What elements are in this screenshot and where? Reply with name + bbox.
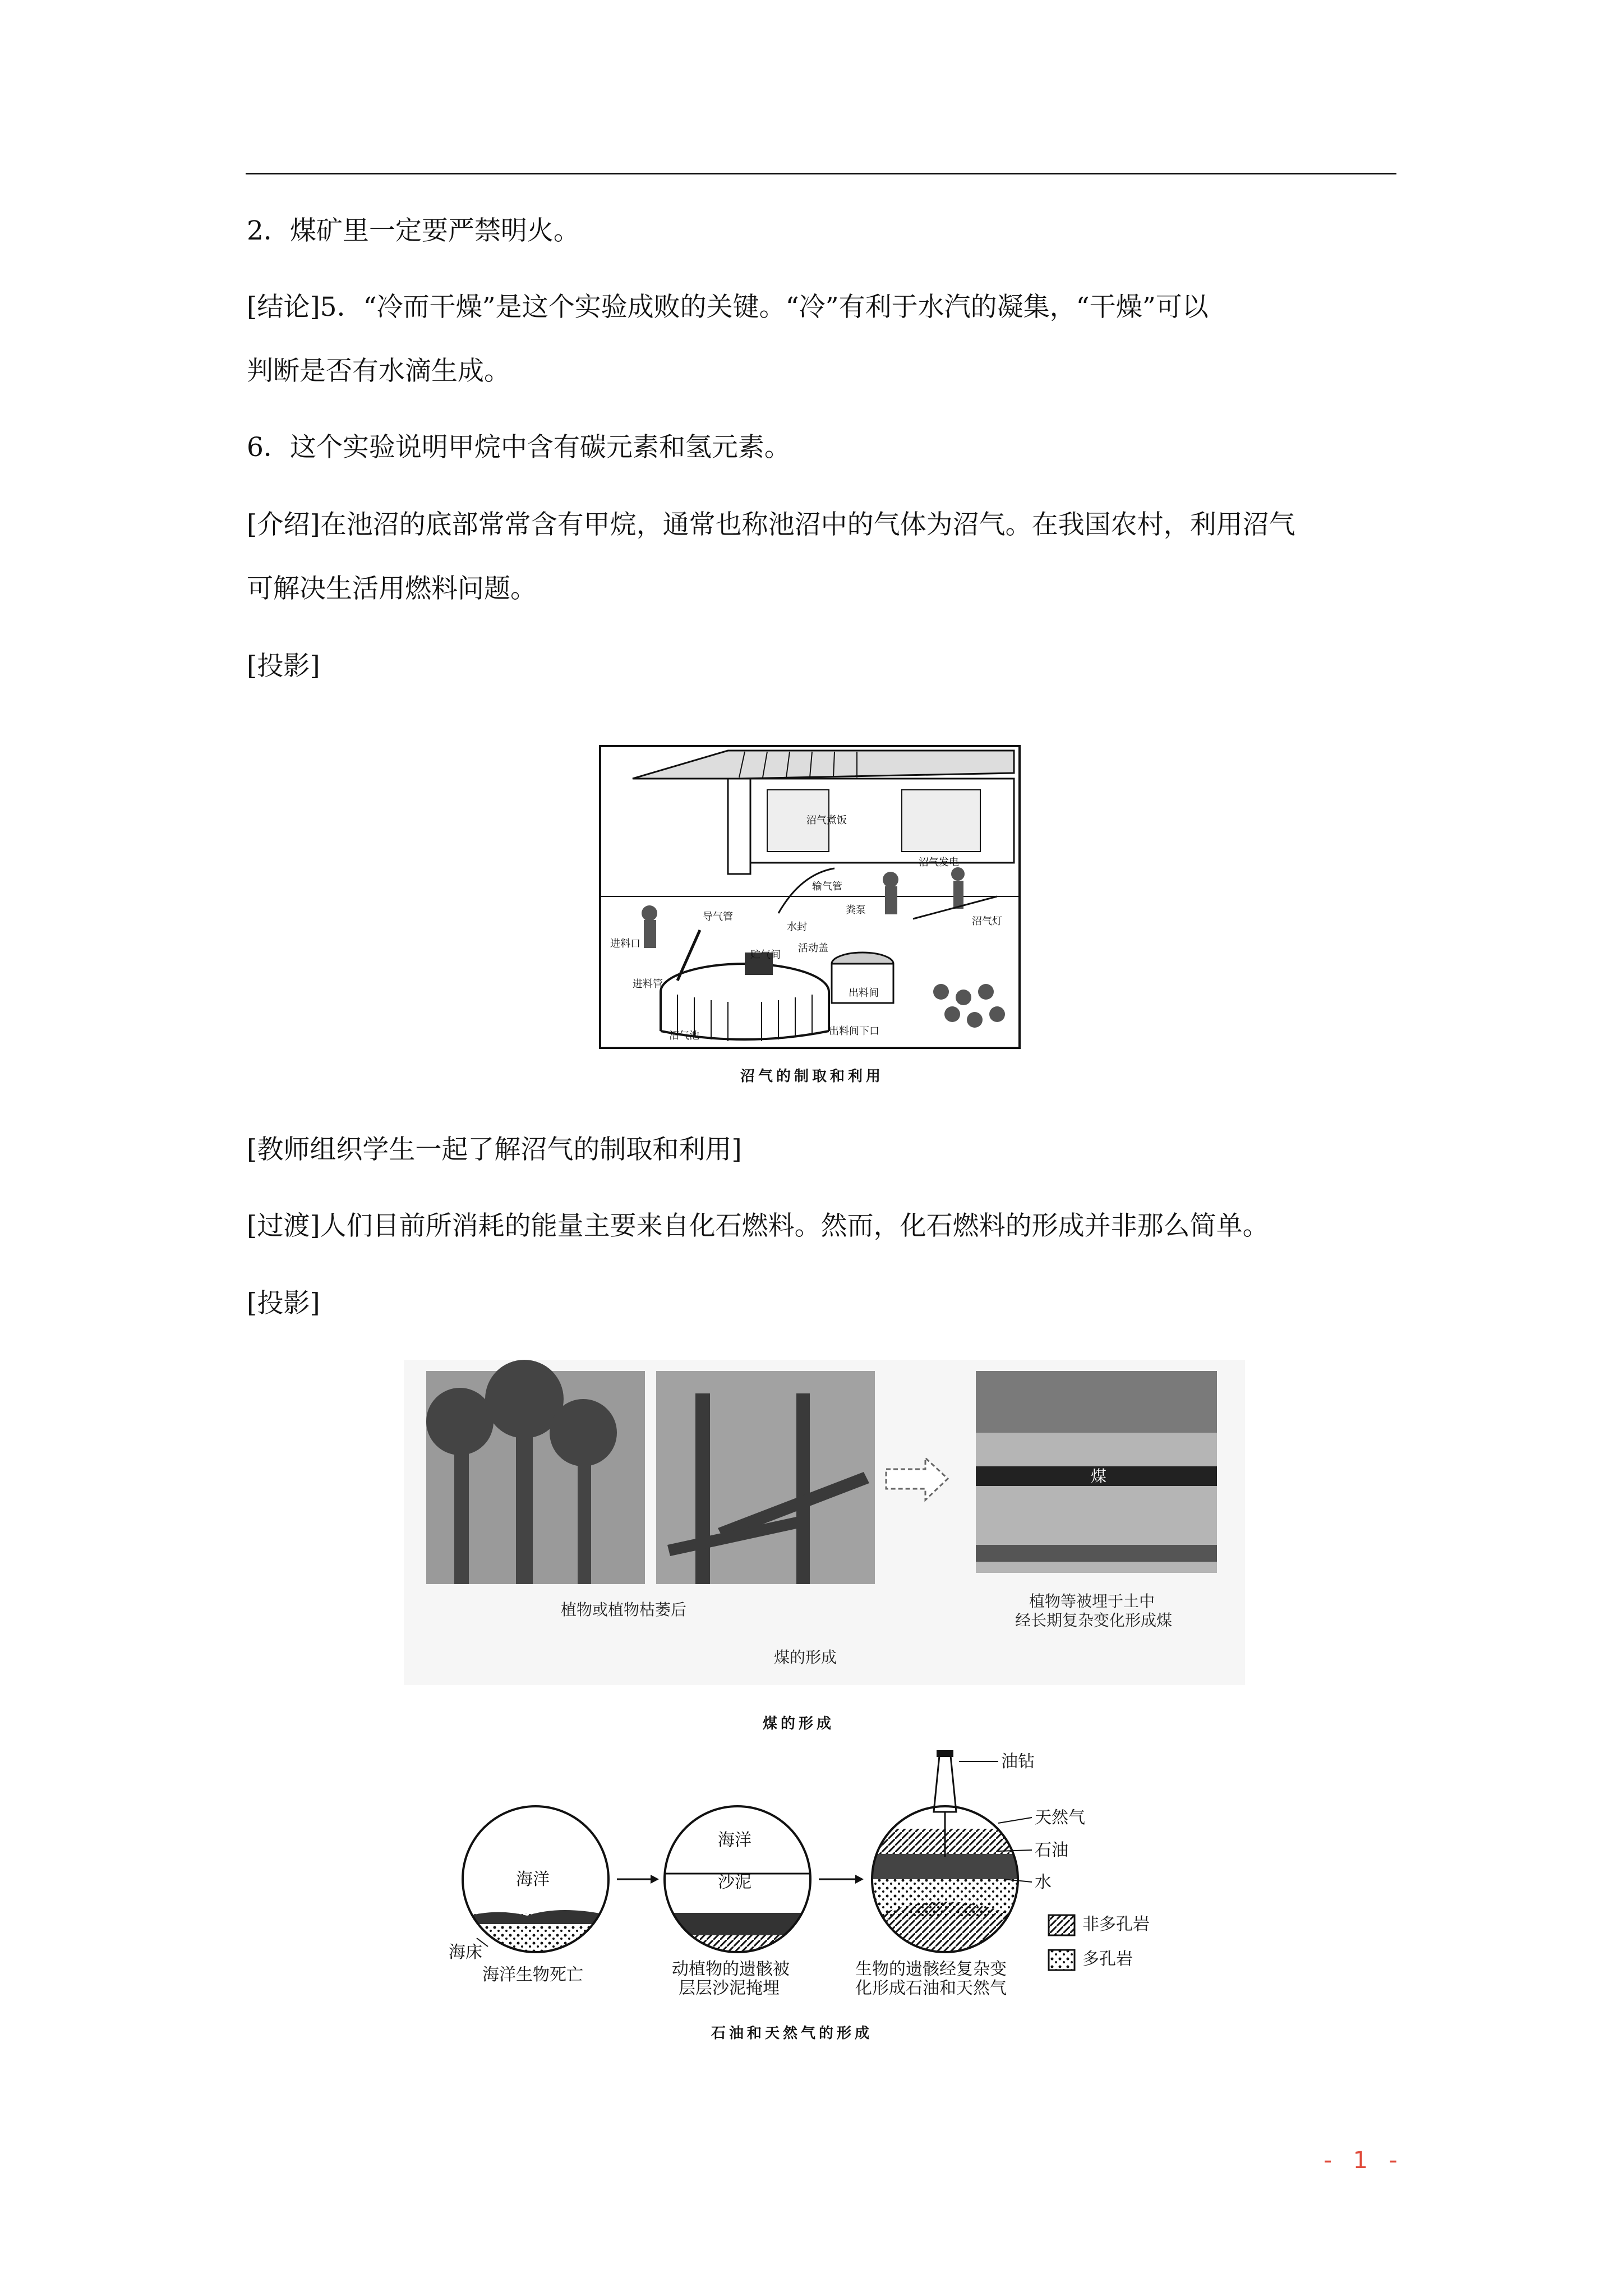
header-rule bbox=[246, 173, 1396, 174]
c2-ocean: 海洋 bbox=[718, 1830, 751, 1850]
c3-oil: 石油 bbox=[1035, 1841, 1068, 1860]
legend-nonporous-swatch bbox=[1049, 1915, 1075, 1935]
c1-ocean: 海洋 bbox=[516, 1870, 550, 1889]
paragraph: 2．煤矿里一定要严禁明火。 bbox=[247, 215, 580, 246]
c2-desc-2: 层层沙泥掩埋 bbox=[679, 1978, 780, 1998]
label-lamp: 沼气灯 bbox=[972, 915, 1002, 927]
label-inlet-pipe: 进料管 bbox=[633, 978, 663, 990]
paragraph: [投影] bbox=[247, 651, 320, 682]
c1-seabed: 海床 bbox=[449, 1943, 482, 1962]
biogas-figure bbox=[599, 745, 1021, 1049]
coal-right-label-2: 经长期复杂变化形成煤 bbox=[1015, 1611, 1173, 1630]
oil-gas-figure bbox=[437, 1745, 1178, 2025]
figure-caption: 煤的形成 bbox=[763, 1715, 835, 1732]
label-tank: 沼气池 bbox=[669, 1030, 699, 1042]
paragraph: [投影] bbox=[247, 1288, 320, 1319]
c3-desc-2: 化形成石油和天然气 bbox=[855, 1978, 1007, 1998]
c3-desc-1: 生物的遗骸经复杂变 bbox=[855, 1959, 1007, 1979]
label-inlet: 进料口 bbox=[610, 938, 640, 950]
paragraph: 判断是否有水滴生成。 bbox=[247, 356, 510, 386]
coal-inner-caption: 煤的形成 bbox=[774, 1648, 837, 1667]
figure-caption: 石油和天然气的形成 bbox=[711, 2025, 873, 2042]
c2-sand: 沙泥 bbox=[718, 1872, 751, 1892]
paragraph: [介绍]在池沼的底部常常含有甲烷，通常也称池沼中的气体为沼气。在我国农村，利用沼气 bbox=[247, 509, 1295, 540]
label-cooking: 沼气煮饭 bbox=[806, 815, 847, 826]
paragraph: 可解决生活用燃料问题。 bbox=[247, 573, 537, 604]
c3-gas: 天然气 bbox=[1035, 1808, 1085, 1828]
page-number: - 1 - bbox=[1324, 2146, 1404, 2174]
label-manure-pump: 粪泵 bbox=[846, 904, 866, 916]
label-gas-pipe: 输气管 bbox=[812, 881, 842, 892]
figure-caption: 沼气的制取和利用 bbox=[740, 1068, 884, 1085]
label-power: 沼气发电 bbox=[919, 857, 959, 868]
paragraph: [教师组织学生一起了解沼气的制取和利用] bbox=[247, 1134, 742, 1165]
c3-water: 水 bbox=[1035, 1872, 1052, 1892]
c1-desc: 海洋生物死亡 bbox=[482, 1965, 583, 1985]
coal-layer-label: 煤 bbox=[1091, 1467, 1107, 1485]
c3-rig: 油钻 bbox=[1001, 1752, 1035, 1772]
coal-right-label-1: 植物等被埋于土中 bbox=[1029, 1592, 1155, 1611]
label-movable-lid: 活动盖 bbox=[798, 942, 828, 954]
paragraph: 6．这个实验说明甲烷中含有碳元素和氢元素。 bbox=[247, 432, 791, 463]
coal-left-label: 植物或植物枯萎后 bbox=[561, 1600, 687, 1619]
paragraph: [结论]5．“冷而干燥”是这个实验成败的关键。“冷”有利于水汽的凝集，“干燥”可以 bbox=[247, 292, 1209, 323]
legend-nonporous-label: 非多孔岩 bbox=[1082, 1915, 1150, 1934]
coal-figure bbox=[404, 1360, 1245, 1685]
label-storage: 贮气间 bbox=[750, 949, 781, 961]
label-water-seal: 水封 bbox=[787, 921, 807, 933]
c2-desc-1: 动植物的遗骸被 bbox=[672, 1959, 790, 1979]
label-outlet-room: 出料间 bbox=[849, 987, 879, 999]
legend-porous-label: 多孔岩 bbox=[1082, 1949, 1133, 1969]
label-guide-pipe: 导气管 bbox=[703, 911, 733, 923]
label-outlet-lower: 出料间下口 bbox=[829, 1025, 879, 1037]
paragraph: [过渡]人们目前所消耗的能量主要来自化石燃料。然而，化石燃料的形成并非那么简单。 bbox=[247, 1211, 1269, 1241]
legend-porous-swatch bbox=[1049, 1950, 1075, 1970]
